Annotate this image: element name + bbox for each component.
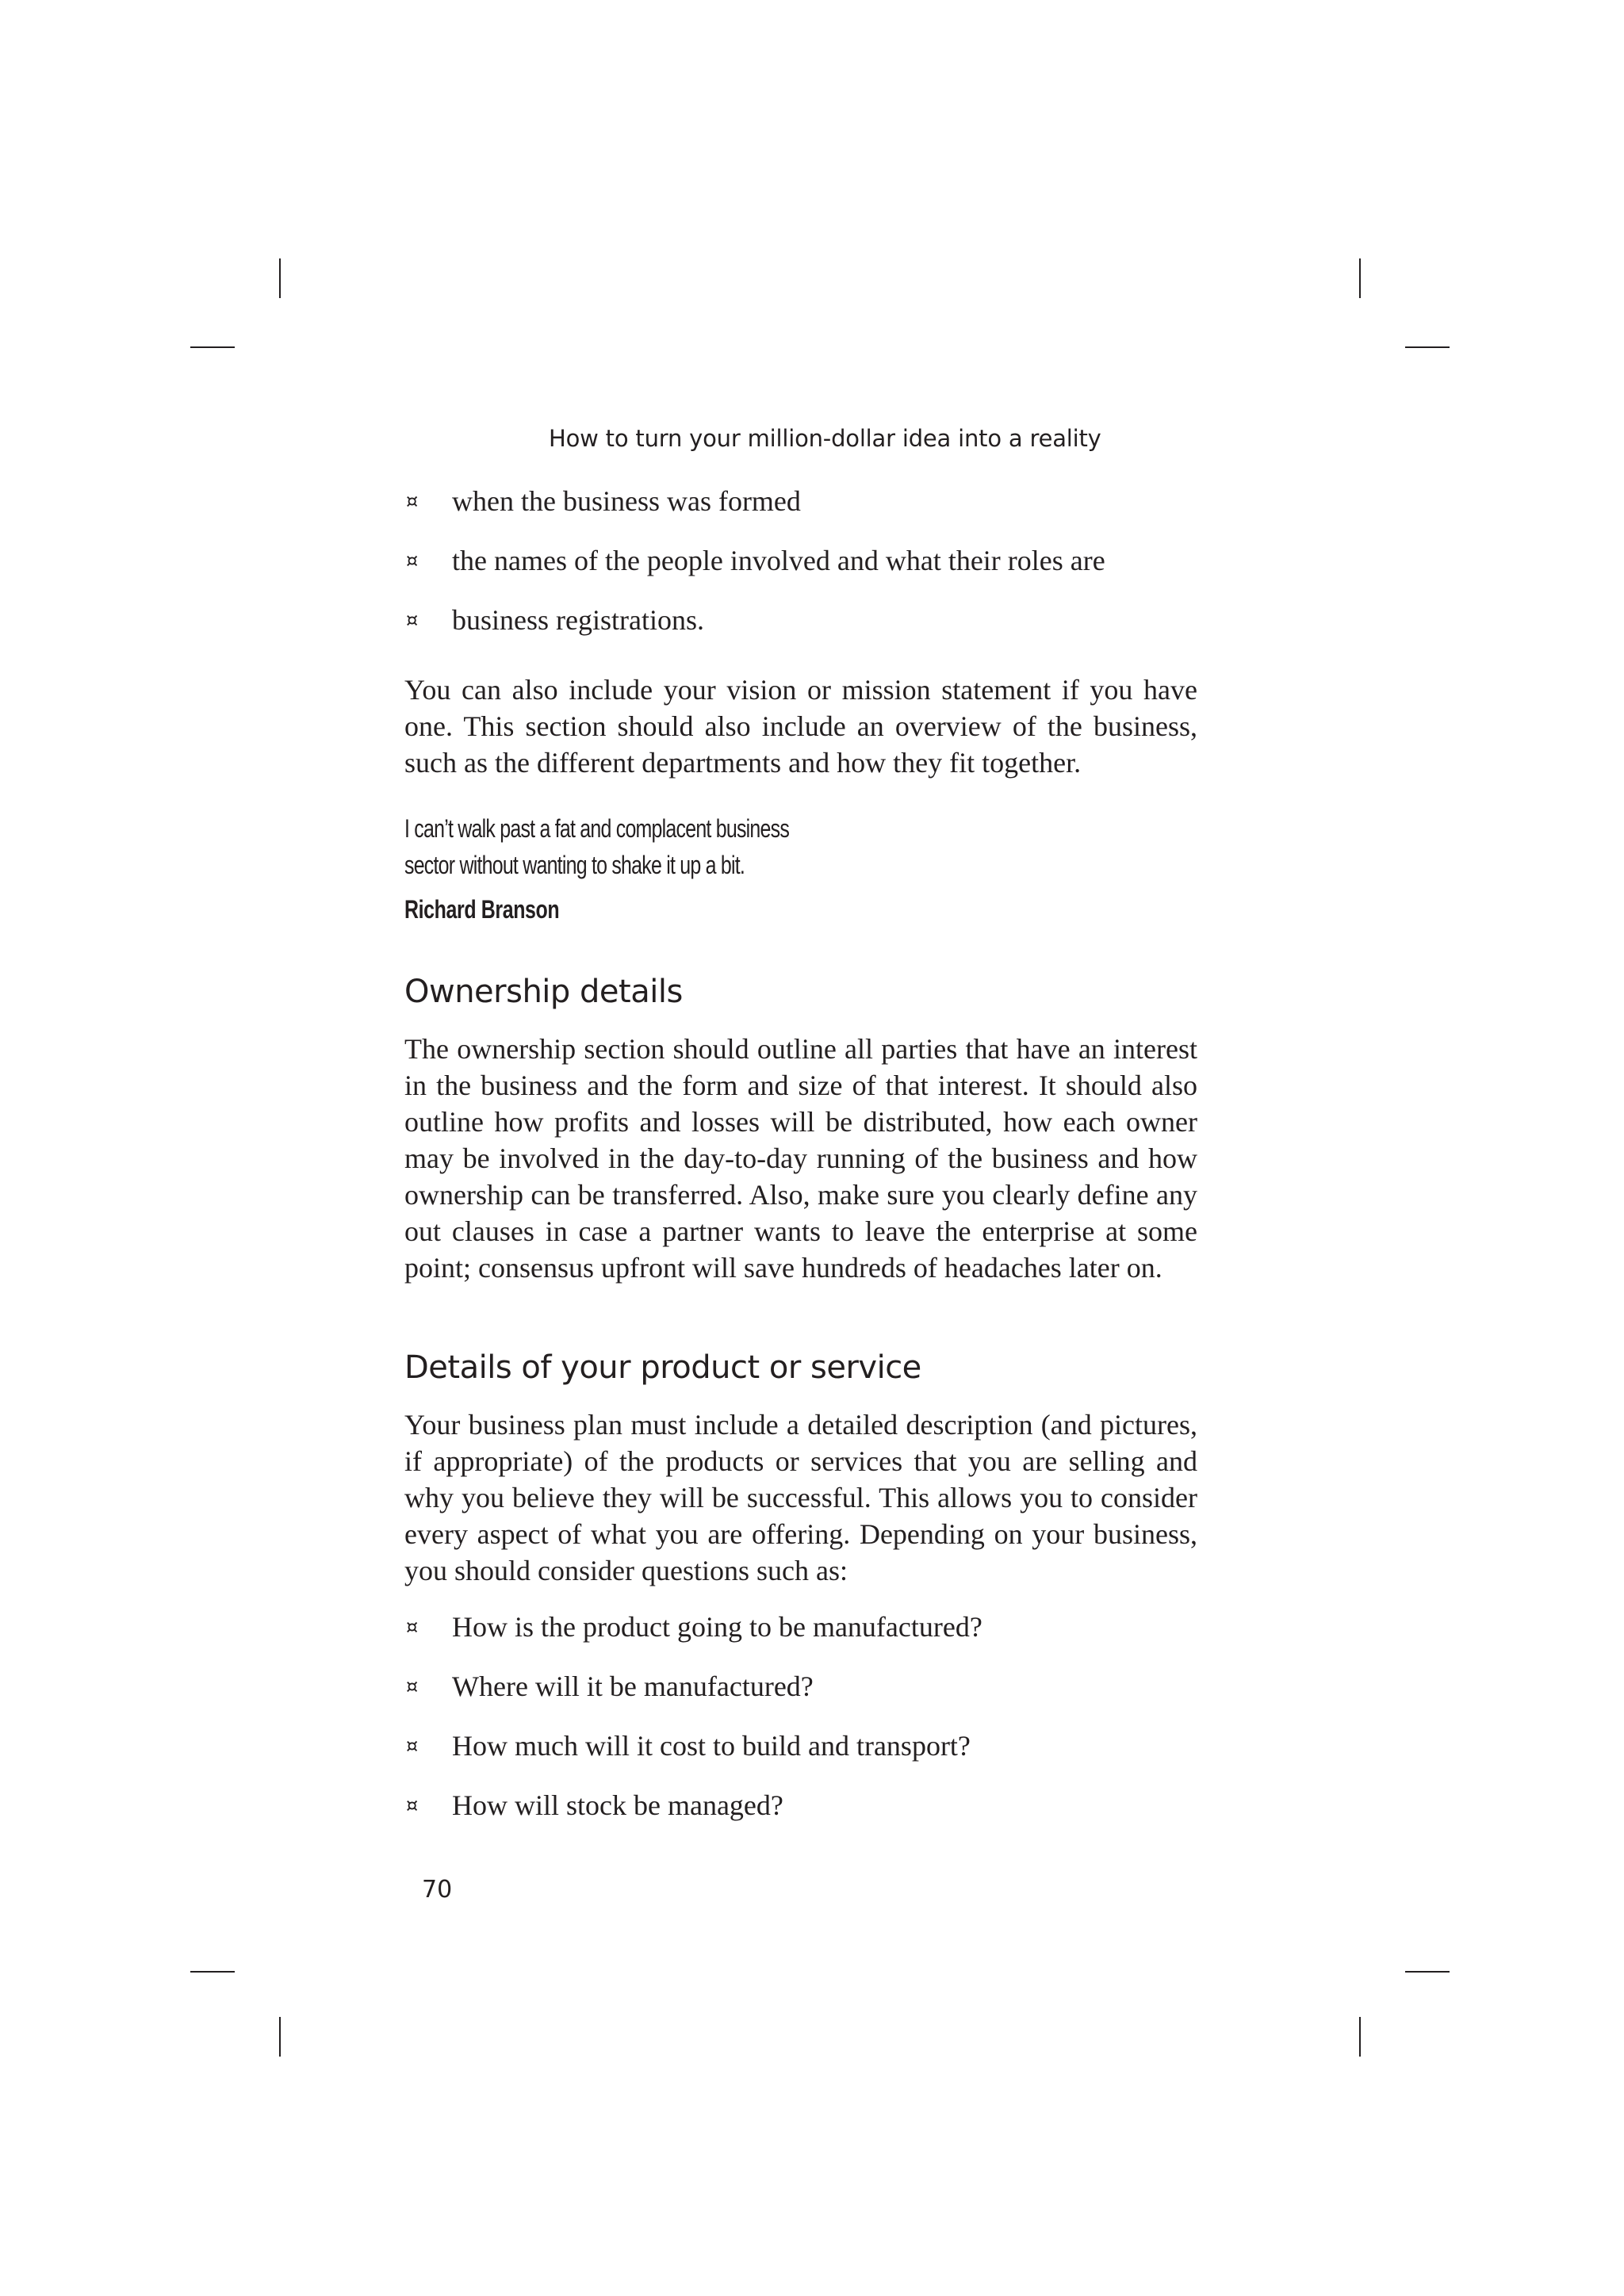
bullet-icon: ¤ [406,1675,419,1697]
section-heading-product: Details of your product or service [404,1349,921,1386]
section-heading-ownership: Ownership details [404,974,683,1010]
product-question-list [404,1607,1197,1825]
quote-author: Richard Branson [404,895,560,924]
quote-line: sector without wanting to shake it up a bit. [404,851,745,879]
top-bullet-list [404,481,1197,640]
crop-mark [1359,258,1361,298]
crop-mark [190,1971,235,1973]
intro-paragraph: You can also include your vision or mission statement if you have one. This section should also include an overview of the business, such as the different departments and how they fit together. [404,674,1197,779]
bullet-icon: ¤ [406,490,419,512]
bullet-icon: ¤ [406,609,419,631]
list-item: ¤ How will stock be managed? [404,1785,1197,1825]
list-item: ¤ Where will it be manufactured? [404,1667,1197,1706]
list-item: ¤ How much will it cost to build and transport? [404,1726,1197,1766]
list-item: ¤ the names of the people involved and what their roles are [404,541,1197,580]
crop-mark [1405,346,1450,348]
crop-mark [1405,1971,1450,1973]
bullet-icon: ¤ [406,549,419,572]
bullet-icon: ¤ [406,1735,419,1757]
quote-block [404,810,1197,928]
quote-line: I can’t walk past a fat and complacent business [404,814,790,843]
list-item: ¤ How is the product going to be manufactured? [404,1607,1197,1647]
bullet-icon: ¤ [406,1794,419,1816]
running-head: How to turn your million-dollar idea into a reality [549,425,1101,452]
list-item: ¤ when the business was formed [404,481,1197,521]
crop-mark [279,258,281,298]
bullet-icon: ¤ [406,1616,419,1638]
crop-mark [1359,2017,1361,2057]
product-paragraph: Your business plan must include a detailed description (and pictures, if appropriate) of the products or services that you are selling and why you believe they will be successful. This allows you to consider every aspect of what you are offering. Depending on your business, you should consider questions such as: [404,1409,1197,1586]
page-number: 70 [422,1876,453,1904]
list-item: ¤ business registrations. [404,600,1197,640]
crop-mark [279,2017,281,2057]
ownership-paragraph: The ownership section should outline all parties that have an interest in the business and the form and size of that interest. It should also outline how profits and losses will be distributed, how each owner may be involved in the day-to-day running of the business and how ownership can be transferred. Also, make sure you clearly define any out clauses in case a partner wants to leave the enterprise at some point; consensus upfront will save hundreds of headaches later on. [404,1033,1197,1284]
crop-mark [190,346,235,348]
